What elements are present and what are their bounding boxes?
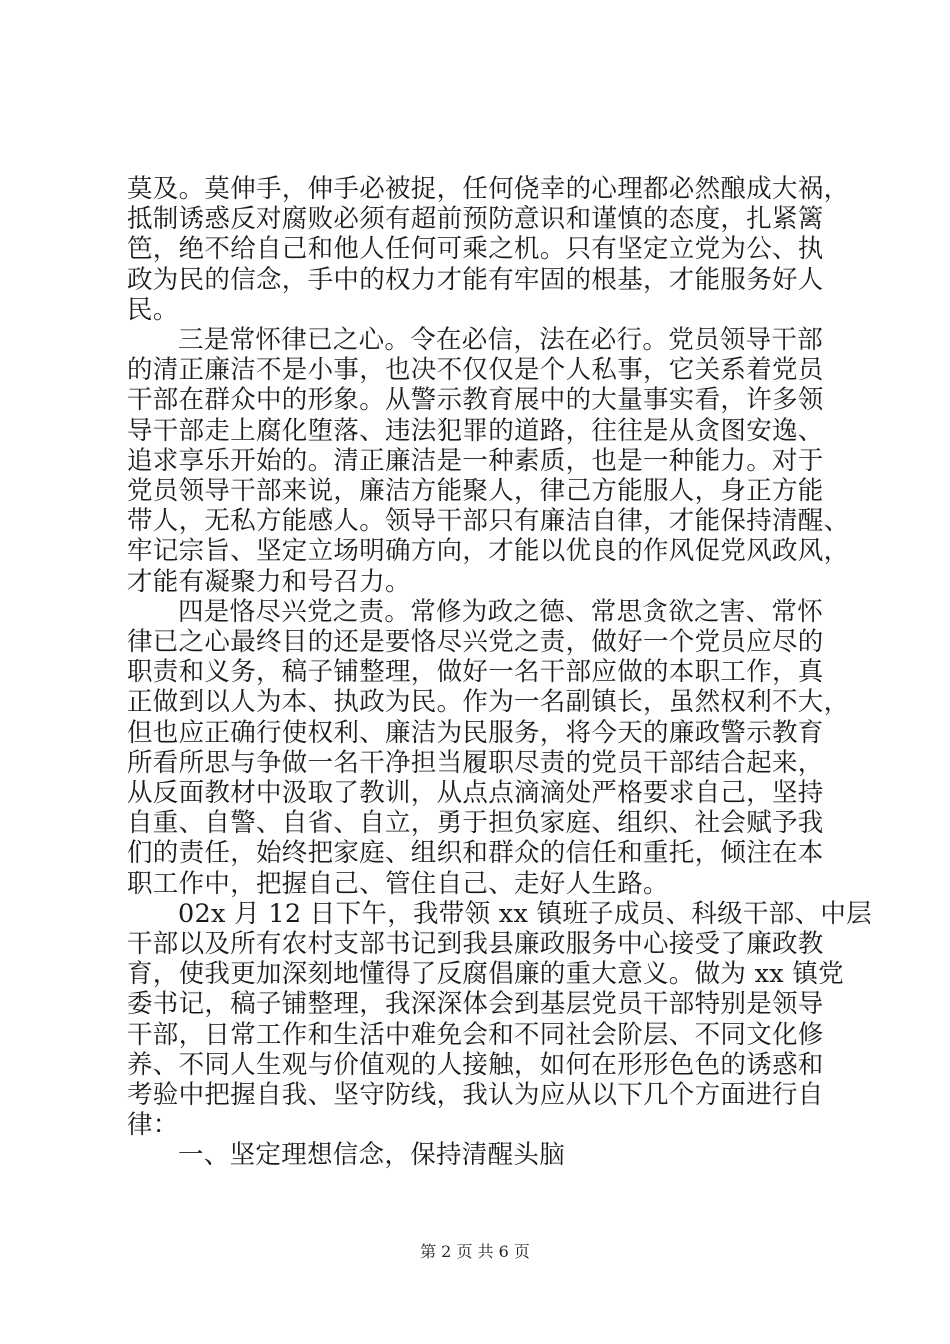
paragraph-start-line: 02x 月 12 日下午，我带领 xx 镇班子成员、科级干部、中层 xyxy=(178,898,872,929)
text-line: 职责和义务，稿子铺整理，做好一名干部应做的本职工作，真 xyxy=(127,657,824,688)
text-line: 抵制诱惑反对腐败必须有超前预防意识和谨慎的态度，扎紧篱 xyxy=(127,204,824,235)
text-line: 考验中把握自我、坚守防线，我认为应从以下几个方面进行自 xyxy=(127,1080,824,1110)
text-line: 干部以及所有农村支部书记到我县廉政服务中心接受了廉政教 xyxy=(127,929,824,959)
text-line: 自重、自警、自省、自立，勇于担负家庭、组织、社会赋予我 xyxy=(127,808,824,839)
text-line: 所看所思与争做一名干净担当履职尽责的党员干部结合起来， xyxy=(127,747,824,778)
paragraph-start-line: 三是常怀律已之心。令在必信，法在必行。党员领导干部 xyxy=(178,325,824,355)
text-line: 干部在群众中的形象。从警示教育展中的大量事实看，许多领 xyxy=(127,385,824,416)
text-line: 从反面教材中汲取了教训，从点点滴滴处严格要求自己，坚持 xyxy=(127,778,824,808)
text-line: 民。 xyxy=(127,294,179,325)
text-line: 的清正廉洁不是小事，也决不仅仅是个人私事，它关系着党员 xyxy=(127,355,824,386)
text-line: 委书记，稿子铺整理，我深深体会到基层党员干部特别是领导 xyxy=(127,989,824,1020)
text-line: 律： xyxy=(127,1110,179,1141)
text-line: 笆，绝不给自己和他人任何可乘之机。只有坚定立党为公、执 xyxy=(127,234,824,265)
text-line: 育，使我更加深刻地懂得了反腐倡廉的重大意义。做为 xx 镇党 xyxy=(127,959,844,990)
text-line: 带人，无私方能感人。领导干部只有廉洁自律，才能保持清醒、 xyxy=(127,506,850,537)
page-number-footer: 第 2 页 共 6 页 xyxy=(420,1242,530,1261)
text-line: 党员领导干部来说，廉洁方能聚人，律己方能服人，身正方能 xyxy=(127,476,824,506)
text-line: 养、不同人生观与价值观的人接触，如何在形形色色的诱惑和 xyxy=(127,1049,824,1080)
text-line: 政为民的信念，手中的权力才能有牢固的根基，才能服务好人 xyxy=(127,264,824,295)
text-line: 正做到以人为本、执政为民。作为一名副镇长，虽然权利不大， xyxy=(127,687,850,718)
text-line: 才能有凝聚力和号召力。 xyxy=(127,566,411,597)
text-line: 追求享乐开始的。清正廉洁是一种素质，也是一种能力。对于 xyxy=(127,445,824,476)
text-line: 干部，日常工作和生活中难免会和不同社会阶层、不同文化修 xyxy=(127,1019,824,1050)
text-line: 但也应正确行使权利、廉洁为民服务，将今天的廉政警示教育 xyxy=(127,717,824,748)
text-line: 牢记宗旨、坚定立场明确方向，才能以优良的作风促党风政风， xyxy=(127,536,850,567)
text-line: 导干部走上腐化堕落、违法犯罪的道路，往往是从贪图安逸、 xyxy=(127,415,824,446)
paragraph-start-line: 四是恪尽兴党之责。常修为政之德、常思贪欲之害、常怀 xyxy=(178,596,824,627)
text-line: 们的责任，始终把家庭、组织和群众的信任和重托，倾注在本 xyxy=(127,838,824,869)
section-heading: 一、坚定理想信念，保持清醒头脑 xyxy=(178,1140,566,1171)
text-line: 律已之心最终目的还是要恪尽兴党之责，做好一个党员应尽的 xyxy=(127,627,824,657)
text-line: 莫及。莫伸手，伸手必被捉，任何侥幸的心理都必然酿成大祸， xyxy=(127,174,850,204)
text-line: 职工作中，把握自己、管住自己、走好人生路。 xyxy=(127,868,669,899)
